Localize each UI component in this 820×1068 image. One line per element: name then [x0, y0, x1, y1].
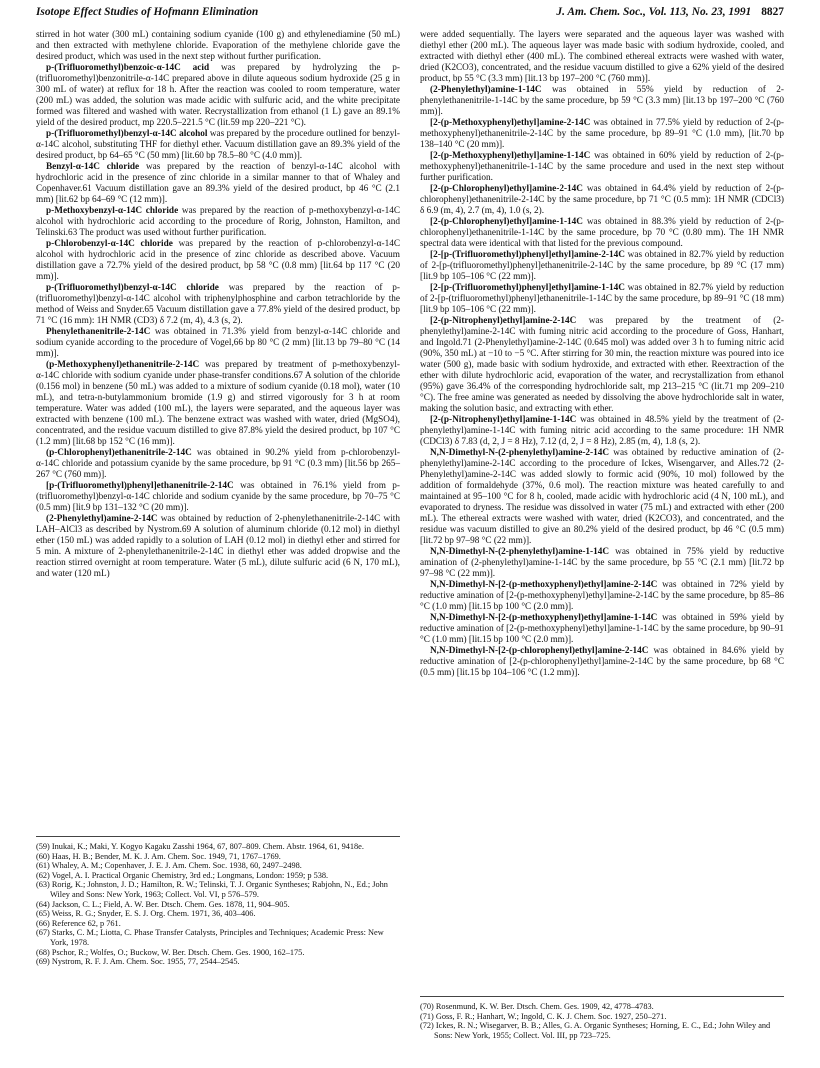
compound-heading: p-Methoxybenzyl-α-14C chloride	[46, 206, 179, 216]
paragraph	[420, 448, 784, 547]
compound-heading: (2-Phenylethyl)amine-2-14C	[46, 514, 158, 524]
paragraph-text: was obtained in 90.2% yield from p-chlorobenzyl-α-14C chloride and potassium cyanide by the same procedure, bp 91 °C (0.3 mm) [lit.56 bp 265–267 °C (760 mm)].	[36, 448, 401, 480]
compound-heading: N,N-Dimethyl-N-(2-phenylethyl)amine-1-14C	[430, 547, 610, 557]
reference-entry: (59) Inukai, K.; Maki, Y. Kogyo Kagaku Zasshi 1964, 67, 807–809. Chem. Abstr. 1964, 61, 9418e.	[36, 842, 364, 851]
paragraph	[420, 580, 784, 613]
reference-entry: (69) Nystrom, R. F. J. Am. Chem. Soc. 1955, 77, 2544–2545.	[36, 957, 240, 967]
compound-heading: [p-(Trifluoromethyl)phenyl]ethanenitrile-2-14C	[46, 481, 234, 491]
right-column	[420, 30, 784, 679]
reference-entry: (72) Ickes, R. N.; Wisegarver, B. B.; Alles, G. A. Organic Syntheses; Horning, E. C., Ed.; John Wiley and Sons: New York, 1955; Collect. Vol. III, pp 723–725.	[420, 1021, 771, 1040]
paragraph-text: was obtained in 59% yield by reductive amination of [2-(p-methoxyphenyl)ethyl]amine-1-14C by the same procedure, bp 90–91 °C (1.0 mm) [lit.15 bp 100 °C (2.0 mm)].	[420, 613, 784, 645]
compound-heading: p-Chlorobenzyl-α-14C chloride	[46, 239, 173, 249]
paragraph	[420, 613, 784, 646]
paragraph	[420, 646, 784, 679]
compound-heading: [2-[p-(Trifluoromethyl)phenyl]ethyl]amine-2-14C	[430, 250, 625, 260]
compound-heading: [2-(p-Nitrophenyl)ethyl]amine-2-14C	[430, 316, 577, 326]
compound-heading: [2-(p-Nitrophenyl)ethyl]amine-1-14C	[430, 415, 577, 425]
paragraph	[36, 283, 400, 327]
paragraph-text: was obtained in 82.7% yield by reduction of 2-[p-(trifluoromethyl)phenyl]ethanenitrile-1-14C by the same procedure, bp 89–91 °C (18 mm) [lit.9 bp 105–106 °C (22 mm)].	[420, 283, 784, 315]
compound-heading: [2-(p-Methoxyphenyl)ethyl]amine-2-14C	[430, 118, 591, 128]
reference-entry: (70) Rosenmund, K. W. Ber. Dtsch. Chem. Ges. 1909, 42, 4778–4783.	[420, 1002, 654, 1011]
paragraph-text: was prepared by the reaction of p-methoxybenzyl-α-14C alcohol with hydrochloric acid according to the procedure of Rorig, Johnston, Hamilton, and Telinski.63 The product was used without further purification.	[36, 206, 401, 238]
paragraph	[36, 206, 400, 239]
paragraph-text: was obtained in 55% yield by reduction of 2-phenylethanenitrile-1-14C by the same procedure, bp 59 °C (3.3 mm) [lit.13 bp 197–200 °C (760 mm)].	[420, 85, 784, 117]
compound-heading: N,N-Dimethyl-N-[2-(p-methoxyphenyl)ethyl]amine-2-14C	[430, 580, 658, 590]
reference-entry: (64) Jackson, C. L.; Field, A. W. Ber. Dtsch. Chem. Ges. 1878, 11, 904–905.	[36, 899, 290, 909]
compound-heading: (p-Chlorophenyl)ethanenitrile-2-14C	[46, 448, 192, 458]
reference-entry: (68) Pschor, R.; Wolfes, O.; Buckow, W. Ber. Dtsch. Chem. Ges. 1900, 162–175.	[36, 947, 305, 957]
left-column	[36, 30, 400, 580]
compound-heading: Benzyl-α-14C chloride	[46, 162, 140, 172]
paragraph-text: was obtained in 84.6% yield by reductive amination of [2-(p-chlorophenyl)ethyl]amine-2-14C by the same procedure, bp 68 °C (0.5 mm) [lit.15 bp 104–106 °C (1.2 mm)].	[420, 646, 784, 678]
paragraph-text: was prepared by the reaction of benzyl-α-14C alcohol with hydrochloric acid in the presence of zinc chloride in a similar manner to that of Whaley and Copenhaver.61 Vacuum distillation gave an 89.3% yield of the desired product, bp 46 °C (2.1 mm) [lit.62 bp 64–69 °C (12 mm)].	[36, 162, 400, 205]
paragraph-text: was obtained in 72% yield by reductive amination of [2-(p-methoxyphenyl)ethyl]amine-2-14C by the same procedure, bp 85–86 °C (1.0 mm) [lit.15 bp 100 °C (2.0 mm)].	[420, 580, 784, 612]
compound-heading: [2-(p-Chlorophenyl)ethyl]amine-2-14C	[430, 184, 583, 194]
paragraph	[420, 250, 784, 283]
paragraph-text: was obtained in 82.7% yield by reduction of 2-[p-(trifluoromethyl)phenyl]ethanenitrile-2-14C by the same procedure, bp 89 °C (17 mm) [lit.9 bp 105–106 °C (22 mm)].	[420, 250, 784, 282]
paragraph-text: was obtained by reduction of 2-phenylethanenitrile-2-14C with LAH–AlCl3 as described by Nystrom.69 A solution of aluminum chloride (0.12 mol) in diethyl ether (150 mL) was added rapidly to a solution of LAH (0.12 mol) in diethyl ether and stirred for 5 min. A mixture of 2-phenylethanenitrile-2-14C in diethyl ether was added dropwise and the reaction stirred overnight at room temperature. Water (5 mL), dilute sulfuric acid (6 N, 170 mL), and water (120 mL)	[36, 514, 400, 579]
paragraph	[420, 283, 784, 316]
running-head-right	[556, 6, 784, 18]
paragraph-text: was obtained in 71.3% yield from benzyl-α-14C chloride and sodium cyanide according to the procedure of Vogel,66 bp 80 °C (2 mm) [lit.13 bp 79–80 °C (14 mm)].	[36, 327, 401, 359]
paragraph	[420, 118, 784, 151]
compound-heading: N,N-Dimethyl-N-(2-phenylethyl)amine-2-14C	[430, 448, 610, 458]
paragraph-text: was obtained in 60% yield by reduction of 2-(p-methoxyphenyl)ethanenitrile-1-14C by the same procedure and used in the next step without further purification.	[420, 151, 784, 183]
paragraph-text: was obtained in 64.4% yield by reduction of 2-(p-chlorophenyl)ethanenitrile-2-14C by the same procedure, bp 71 °C (0.5 mm): 1H NMR (CDCl3) δ 6.9 (m, 4), 2.7 (m, 4), 1.0 (s, 2).	[420, 184, 784, 216]
reference-entry: (67) Starks, C. M.; Liotta, C. Phase Transfer Catalysts, Principles and Techniques; Academic Press: New York, 1978.	[36, 928, 384, 947]
reference-entry: (71) Goss, F. R.; Hanhart, W.; Ingold, C. K. J. Chem. Soc. 1927, 250–271.	[420, 1011, 667, 1021]
compound-heading: p-(Trifluoromethyl)benzyl-α-14C alcohol	[46, 129, 208, 139]
paragraph	[420, 184, 784, 217]
paragraph-text: were added sequentially. The layers were separated and the aqueous layer was washed with diethyl ether (200 mL). The aqueous layer was made basic with sodium hydroxide, cooled, and extracted with diethyl ether (400 mL). The combined ethereal extracts were washed with water, dried (K2CO3), concentrated, and the residue vacuum distilled to give a 62% yield of the desired product, bp 55 °C (3.3 mm) [lit.13 bp 197–200 °C (760 mm)].	[420, 30, 784, 84]
paragraph-text: was prepared by hydrolyzing the p-(trifluoromethyl)benzonitrile-α-14C prepared above in dilute aqueous sodium hydroxide (25 g in 300 mL of water) at reflux for 18 h. After the reaction was cooled to room temperature, water (200 mL) was added, the solution was made acidic with sulfuric acid, and the white precipitate formed was filtered and washed with water. Recrystallization from ethanol (1 L) gave an 89.1% yield of the desired product, mp 220.5–221.5 °C (lit.59 mp 220–221 °C).	[36, 63, 401, 128]
paragraph	[36, 162, 400, 206]
paragraph-text: was obtained in 75% yield by reductive amination of (2-phenylethyl)amine-1-14C by the same procedure, bp 55 °C (2.1 mm) [lit.72 bp 97–98 °C (22 mm)].	[420, 547, 785, 579]
paragraph	[420, 316, 784, 415]
reference-entry: (66) Reference 62, p 761.	[36, 918, 121, 928]
paragraph-text: was prepared by the reaction of p-(trifluoromethyl)benzyl-α-14C alcohol with triphenylphosphine and carbon tetrachloride by the method of Weiss and Snyder.65 Vacuum distillation gave a 77.8% yield of the desired product, bp 71 °C (16 mm): 1H NMR (CD3) δ 7.2 (m, 4), 4.3 (s, 2).	[36, 283, 401, 326]
paragraph	[420, 30, 784, 85]
paragraph-text: stirred in hot water (300 mL) containing sodium cyanide (100 g) and ethylenediamine (50 mL) and then extracted with methylene chloride. Evaporation of the methylene chloride gave the desired product, which was used in the next step without further purification.	[36, 30, 400, 62]
reference-entry: (61) Whaley, A. M.; Copenhaver, J. E. J. Am. Chem. Soc. 1938, 60, 2497–2498.	[36, 861, 302, 871]
paragraph	[36, 481, 400, 514]
compound-heading: N,N-Dimethyl-N-[2-(p-chlorophenyl)ethyl]amine-2-14C	[430, 646, 649, 656]
reference-entry: (63) Rorig, K.; Johnston, J. D.; Hamilton, R. W.; Telinski, T. J. Organic Syntheses; Rabjohn, N., Ed.; John Wiley and Sons: New York, 1963; Collect. Vol. VI, p 576–579.	[36, 880, 388, 899]
paragraph-text: was obtained in 77.5% yield by reduction of 2-(p-methoxyphenyl)ethanenitrile-2-14C by the same procedure, bp 89–91 °C (1.0 mm), [lit.70 bp 138–140 °C (20 mm)].	[420, 118, 785, 150]
reference-entry: (62) Vogel, A. I. Practical Organic Chemistry, 3rd ed.; Longmans, London: 1959; p 538.	[36, 870, 329, 880]
running-title: Isotope Effect Studies of Hofmann Elimination	[36, 6, 259, 18]
compound-heading: [2-[p-(Trifluoromethyl)phenyl]ethyl]amine-1-14C	[430, 283, 625, 293]
compound-heading: Phenylethanenitrile-2-14C	[46, 327, 151, 337]
paragraph-text: was obtained in 48.5% yield by the treatment of (2-phenylethyl)amine-1-14C with fuming nitric acid according to the same procedure: 1H NMR (CDCl3) δ 7.83 (d, 2, J = 8 Hz), 7.12 (d, 2, J = 8 Hz), 2.85 (m, 4), 1.8 (s, 2).	[420, 415, 784, 447]
left-references	[36, 836, 400, 967]
paragraph	[420, 151, 784, 184]
paragraph	[420, 217, 784, 250]
compound-heading: [2-(p-Methoxyphenyl)ethyl]amine-1-14C	[430, 151, 591, 161]
paragraph	[420, 547, 784, 580]
journal-citation: J. Am. Chem. Soc., Vol. 113, No. 23, 1991	[556, 6, 752, 18]
paragraph	[36, 63, 400, 129]
compound-heading: (2-Phenylethyl)amine-1-14C	[430, 85, 542, 95]
paragraph-text: was prepared by the reaction of p-chlorobenzyl-α-14C alcohol with hydrochloric acid in the presence of zinc chloride as described above. Vacuum distillation gave a 72.7% yield of the desired product, bp 58 °C (0.8 mm) [lit.64 bp 117 °C (20 mm)].	[36, 239, 401, 282]
paragraph	[420, 85, 784, 118]
paragraph	[36, 514, 400, 580]
compound-heading: (p-Methoxyphenyl)ethanenitrile-2-14C	[46, 360, 200, 370]
paragraph	[36, 129, 400, 162]
paragraph-text: was prepared by the procedure outlined for benzyl-α-14C alcohol, substituting THF for diethyl ether. Vacuum distillation gave an 89.3% yield of the desired product, bp 64–65 °C (50 mm) [lit.60 bp 78.5–80 °C (4.0 mm)].	[36, 129, 400, 161]
paragraph-text: was obtained in 88.3% yield by reduction of 2-(p-chlorophenyl)ethanenitrile-1-14C by the same procedure, bp 70 °C (0.80 mm). The 1H NMR spectral data were identical with that listed for the previous compound.	[420, 217, 784, 249]
page-number: 8827	[761, 6, 784, 18]
reference-entry: (60) Haas, H. B.; Bender, M. K. J. Am. Chem. Soc. 1949, 71, 1767–1769.	[36, 851, 281, 861]
paragraph-text: was prepared by treatment of p-methoxybenzyl-α-14C chloride with sodium cyanide under phase-transfer conditions.67 A solution of the chloride (0.156 mol) in benzene (50 mL) was added to a mixture of sodium cyanide (0.18 mol), water (10 mL), and tetra-n-butylammonium bromide (1.9 g) and stirred vigorously for 3 h at room temperature. Water was added (100 mL), the layers were separated, and the aqueous layer was extracted with benzene (100 mL). The benzene extract was washed with water, dried (MgSO4), concentrated, and the residue vacuum distilled to give 87.8% yield the desired product, bp 107 °C (1.2 mm) [lit.68 bp 152 °C (16 mm)].	[36, 360, 401, 447]
paragraph	[36, 448, 400, 481]
compound-heading: [2-(p-Chlorophenyl)ethyl]amine-1-14C	[430, 217, 583, 227]
right-references	[420, 996, 784, 1040]
paragraph	[36, 327, 400, 360]
paragraph	[420, 415, 784, 448]
paragraph-text: was obtained by reductive amination of (2-phenylethyl)amine-2-14C according to the procedure of Ickes, Wisengarver, and Alles.72 (2-Phenylethyl)amine-2-14C was added slowly to formic acid (90%, 10 mol) followed by the addition of formaldehyde (37%, 0.6 mol). The reaction mixture was heated carefully to and maintained at 95–100 °C for 8 h, cooled, made acidic with hydrochloric acid (4 N, 100 mL), and evaporated to dryness. The residue was dissolved in water (75 mL) and extracted with ether (200 mL). The ethereal extracts were washed with water, dried (K2CO3), and concentrated, and the residue was vacuum distilled to give an 80.2% yield of the desired product, bp 46 °C (0.5 mm) [lit.72 bp 97–98 °C (22 mm)].	[420, 448, 784, 546]
paragraph-text: was obtained in 76.1% yield from p-(trifluoromethyl)benzyl-α-14C chloride and sodium cyanide by the same procedure, bp 70–75 °C (0.5 mm) [lit.9 bp 131–132 °C (20 mm)].	[36, 481, 401, 513]
paragraph	[36, 360, 400, 448]
compound-heading: p-(Trifluoromethyl)benzoic-α-14C acid	[46, 63, 210, 73]
paragraph	[36, 30, 400, 63]
paragraph-text: was prepared by the treatment of (2-phenylethyl)amine-2-14C with fuming nitric acid according to the procedure of Goss, Hanhart, and Ingold.71 (2-Phenylethyl)amine-2-14C (0.645 mol) was added over 3 h to fuming nitric acid (90%, 350 mL) at −10 to −5 °C. After stirring for 30 min, the reaction mixture was poured into ice water (500 g), made basic with sodium hydroxide, and extracted with ether. Reextraction of the ether with dilute hydrochloric acid, evaporation of the water, and recrystallization from ethanol (95%) gave 36.4% of the corresponding hydrochloride salt, mp 213–215 °C (lit.71 mp 209–210 °C). The free amine was generated as needed by dissolving the above hydrochloride salt in water, making the solution basic, and extracting with ether.	[420, 316, 785, 414]
paragraph	[36, 239, 400, 283]
compound-heading: N,N-Dimethyl-N-[2-(p-methoxyphenyl)ethyl]amine-1-14C	[430, 613, 658, 623]
compound-heading: p-(Trifluoromethyl)benzyl-α-14C chloride	[46, 283, 219, 293]
running-head	[36, 6, 784, 24]
reference-entry: (65) Weiss, R. G.; Snyder, E. S. J. Org. Chem. 1971, 36, 403–406.	[36, 909, 256, 919]
